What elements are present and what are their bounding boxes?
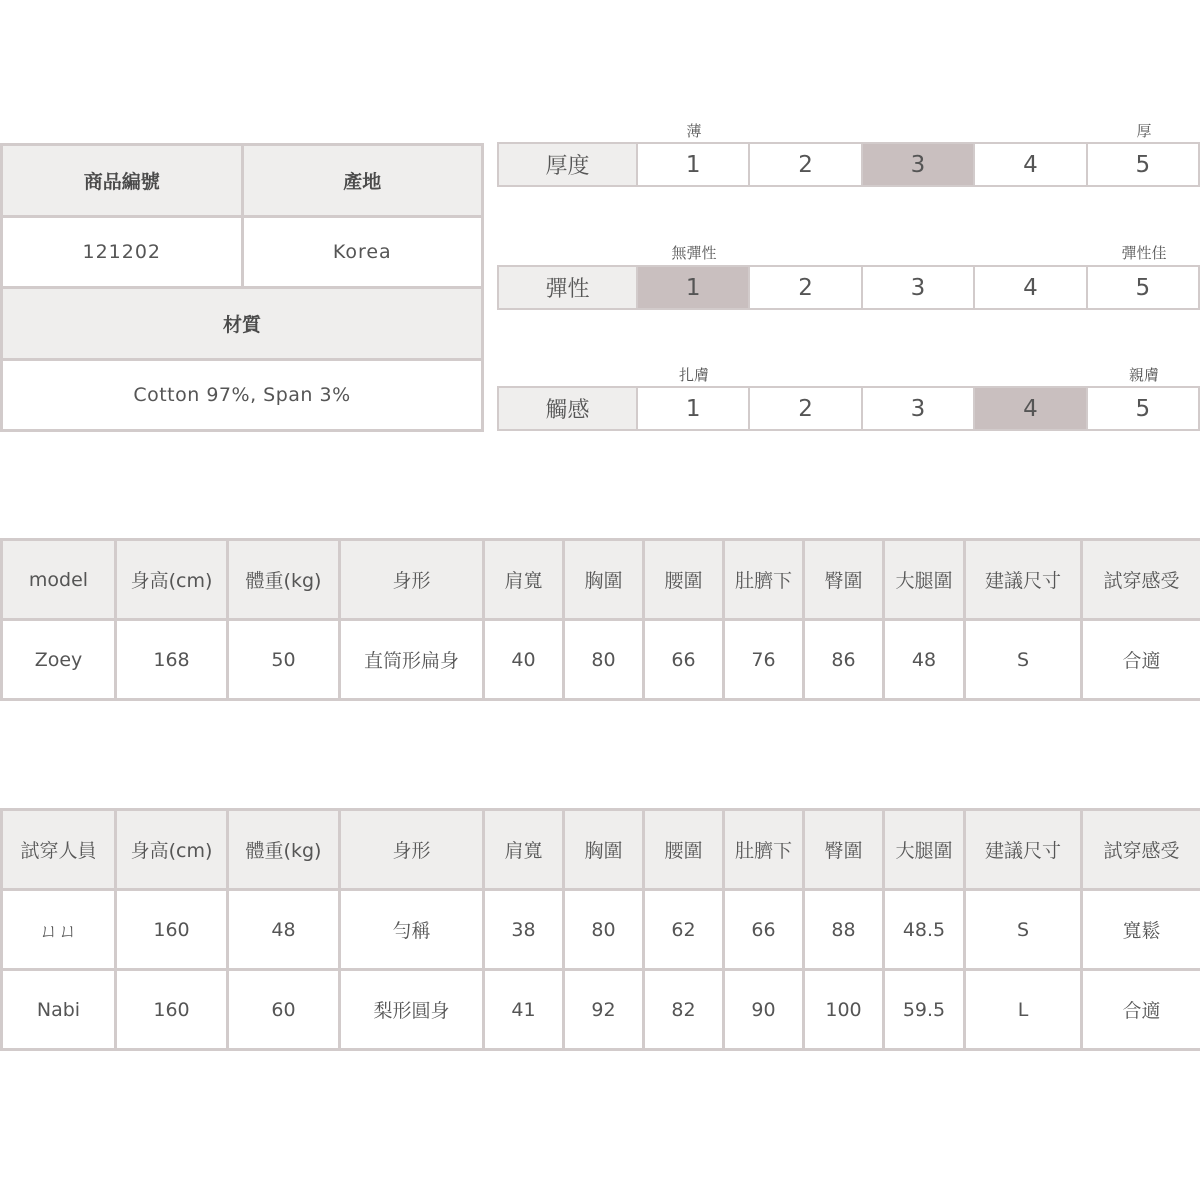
header-cell: 身形 (340, 540, 484, 620)
header-cell: 試穿人員 (2, 810, 116, 890)
table-cell: 48.5 (884, 890, 965, 970)
elasticity-low-label: 無彈性 (671, 244, 717, 262)
texture-option-2: 2 (750, 388, 860, 429)
header-cell: 臀圍 (804, 810, 884, 890)
table-cell: 86 (804, 620, 884, 700)
table-cell: 60 (228, 970, 340, 1050)
texture-low-label: 扎膚 (678, 366, 710, 384)
model-table-header-row (2, 540, 1200, 620)
header-cell: 身高(cm) (116, 810, 228, 890)
model-measurement-table (0, 538, 1200, 701)
table-cell: 梨形圓身 (340, 970, 484, 1050)
table-row (2, 970, 1200, 1050)
elasticity-option-4: 4 (975, 267, 1085, 308)
thickness-option-1: 1 (638, 144, 748, 185)
header-cell: 胸圍 (564, 540, 644, 620)
header-cell: 胸圍 (564, 810, 644, 890)
elasticity-scale-labels (497, 242, 1200, 262)
table-cell: 合適 (1082, 620, 1200, 700)
header-cell: 身形 (340, 810, 484, 890)
table-cell: 80 (564, 620, 644, 700)
header-cell: model (2, 540, 116, 620)
header-cell: 大腿圍 (884, 540, 965, 620)
table-cell: S (965, 620, 1082, 700)
header-cell: 大腿圍 (884, 810, 965, 890)
header-cell: 建議尺寸 (965, 540, 1082, 620)
header-cell: 身高(cm) (116, 540, 228, 620)
table-cell: 160 (116, 970, 228, 1050)
texture-option-1: 1 (638, 388, 748, 429)
header-cell: 體重(kg) (228, 540, 340, 620)
thickness-option-2: 2 (750, 144, 860, 185)
table-cell: 88 (804, 890, 884, 970)
thickness-name: 厚度 (499, 144, 636, 185)
table-cell: 38 (484, 890, 564, 970)
table-cell: 59.5 (884, 970, 965, 1050)
table-cell: 合適 (1082, 970, 1200, 1050)
origin-label: 產地 (244, 146, 482, 215)
table-cell: 勻稱 (340, 890, 484, 970)
table-cell: 90 (724, 970, 804, 1050)
table-cell: ㄩㄩ (2, 890, 116, 970)
table-cell: 直筒形扁身 (340, 620, 484, 700)
table-cell: 50 (228, 620, 340, 700)
elasticity-row (497, 265, 1200, 310)
product-info-table (0, 143, 484, 432)
table-cell: S (965, 890, 1082, 970)
table-cell: 82 (644, 970, 724, 1050)
texture-scale-labels (497, 364, 1200, 384)
header-cell: 肩寬 (484, 540, 564, 620)
material-value: Cotton 97%, Span 3% (3, 361, 481, 430)
table-row (2, 620, 1200, 700)
thickness-option-5: 5 (1088, 144, 1198, 185)
tester-measurement-table (0, 808, 1200, 1051)
table-cell: Nabi (2, 970, 116, 1050)
texture-high-label: 親膚 (1128, 366, 1160, 384)
header-cell: 腰圍 (644, 540, 724, 620)
texture-row (497, 386, 1200, 431)
header-cell: 試穿感受 (1082, 810, 1200, 890)
header-cell: 體重(kg) (228, 810, 340, 890)
elasticity-option-1-selected: 1 (638, 267, 748, 308)
material-label: 材質 (3, 289, 481, 358)
table-cell: 41 (484, 970, 564, 1050)
table-cell: 100 (804, 970, 884, 1050)
header-cell: 肚臍下 (724, 540, 804, 620)
header-cell: 肩寬 (484, 810, 564, 890)
elasticity-option-5: 5 (1088, 267, 1198, 308)
header-cell: 腰圍 (644, 810, 724, 890)
thickness-low-label: 薄 (686, 122, 702, 140)
table-cell: 76 (724, 620, 804, 700)
texture-option-5: 5 (1088, 388, 1198, 429)
table-cell: 80 (564, 890, 644, 970)
thickness-option-4: 4 (975, 144, 1085, 185)
texture-option-3: 3 (863, 388, 973, 429)
table-cell: 66 (724, 890, 804, 970)
tester-table-header-row (2, 810, 1200, 890)
elasticity-name: 彈性 (499, 267, 636, 308)
table-cell: 寬鬆 (1082, 890, 1200, 970)
product-code-value: 121202 (3, 218, 241, 287)
product-code-label: 商品編號 (3, 146, 241, 215)
table-row (2, 890, 1200, 970)
thickness-scale-labels (497, 120, 1200, 140)
thickness-row (497, 142, 1200, 187)
table-cell: 92 (564, 970, 644, 1050)
table-cell: 62 (644, 890, 724, 970)
table-cell: 168 (116, 620, 228, 700)
origin-value: Korea (244, 218, 482, 287)
elasticity-option-2: 2 (750, 267, 860, 308)
thickness-option-3-selected: 3 (863, 144, 973, 185)
table-cell: 160 (116, 890, 228, 970)
header-cell: 建議尺寸 (965, 810, 1082, 890)
table-cell: 66 (644, 620, 724, 700)
table-cell: 40 (484, 620, 564, 700)
texture-option-4-selected: 4 (975, 388, 1085, 429)
thickness-high-label: 厚 (1136, 122, 1152, 140)
elasticity-high-label: 彈性佳 (1121, 244, 1167, 262)
header-cell: 試穿感受 (1082, 540, 1200, 620)
table-cell: L (965, 970, 1082, 1050)
texture-name: 觸感 (499, 388, 636, 429)
header-cell: 臀圍 (804, 540, 884, 620)
table-cell: 48 (884, 620, 965, 700)
elasticity-option-3: 3 (863, 267, 973, 308)
table-cell: Zoey (2, 620, 116, 700)
table-cell: 48 (228, 890, 340, 970)
header-cell: 肚臍下 (724, 810, 804, 890)
